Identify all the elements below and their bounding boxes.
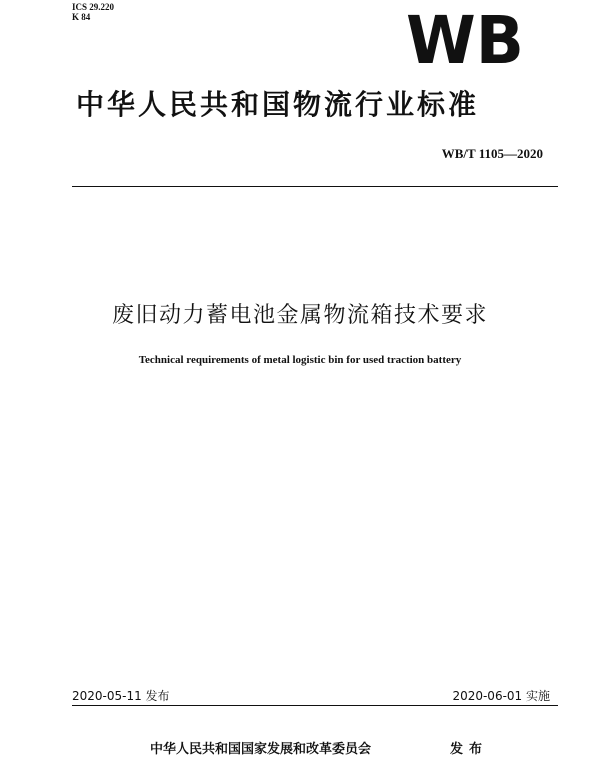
- title-chinese: 废旧动力蓄电池金属物流箱技术要求: [111, 303, 488, 328]
- issue-action: 发布: [450, 742, 489, 757]
- issue-date: 2020-05-11 发布: [72, 689, 170, 703]
- ics-code: ICS 29.220: [72, 2, 115, 12]
- title-english: Technical requirements of metal logistic bin for used traction battery: [138, 354, 462, 366]
- standard-number: WB/T 1105—2020: [441, 146, 543, 161]
- classification-codes: [72, 2, 114, 22]
- header-divider: [72, 186, 558, 187]
- footer-divider: [72, 705, 558, 706]
- implementation-date: 2020-06-01 实施: [452, 689, 550, 703]
- issuing-authority: 中华人民共和国国家发展和改革委员会: [150, 742, 372, 757]
- wb-logo: [405, 6, 525, 68]
- standard-category: 中华人民共和国物流行业标准: [76, 88, 480, 121]
- ccs-code: K 84: [72, 12, 91, 22]
- wb-logo-text: WB: [406, 6, 524, 68]
